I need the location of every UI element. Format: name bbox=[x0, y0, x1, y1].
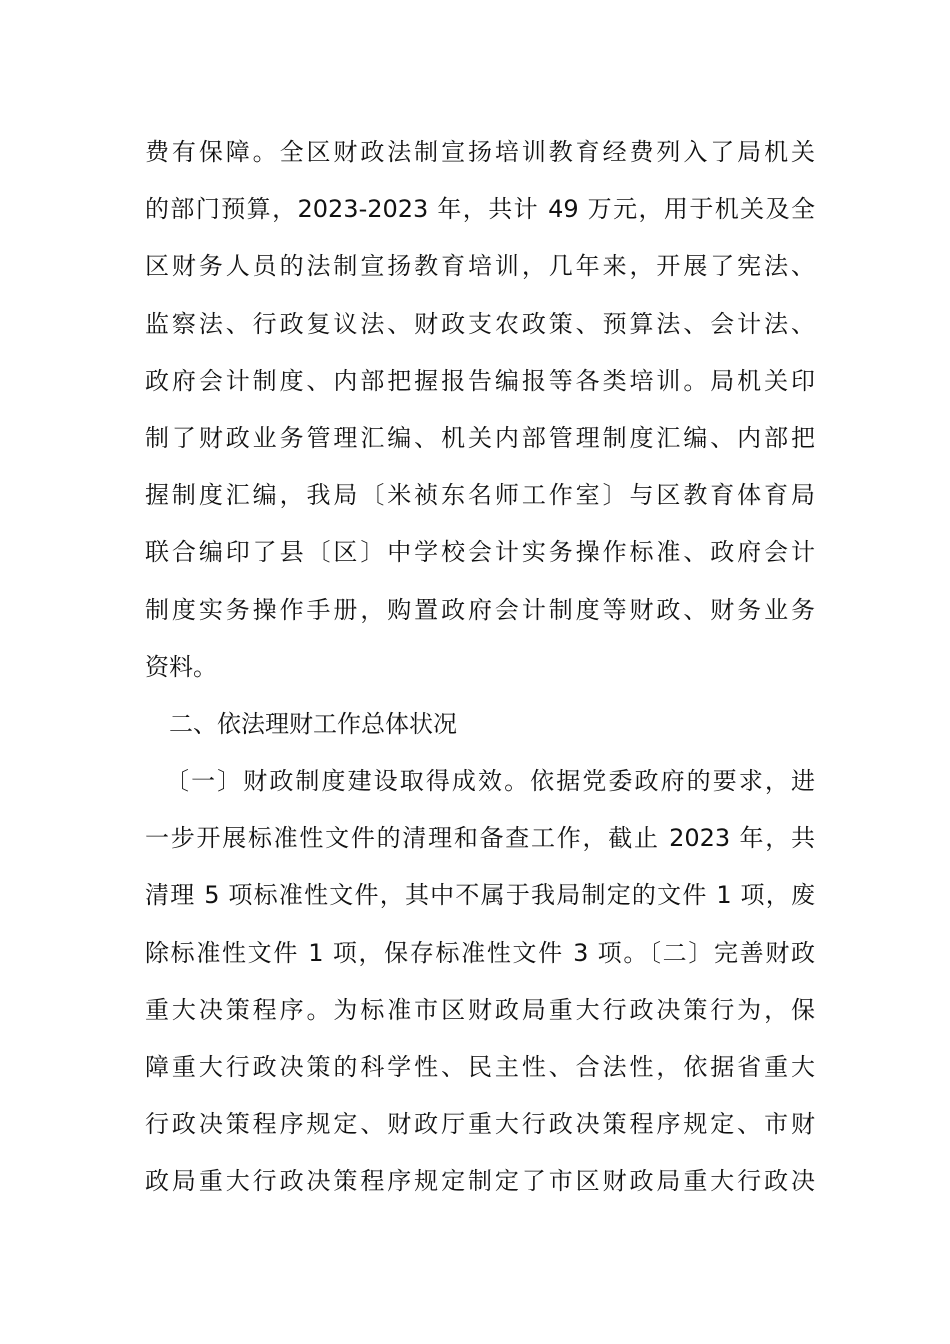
text-line: 制度实务操作手册，购置政府会计制度等财政、财务业务 bbox=[145, 595, 815, 624]
text-line: 区财务人员的法制宣扬教育培训，几年来，开展了宪法、 bbox=[145, 252, 815, 281]
text-line: 〔一〕财政制度建设取得成效。依据党委政府的要求，进 bbox=[165, 767, 815, 796]
document-body bbox=[145, 128, 815, 1215]
text-line: 监察法、行政复议法、财政支农政策、预算法、会计法、 bbox=[145, 309, 815, 338]
section-heading: 二、依法理财工作总体状况 bbox=[169, 709, 457, 738]
text-line: 清理 5 项标准性文件，其中不属于我局制定的文件 1 项，废 bbox=[145, 881, 815, 910]
text-line: 联合编印了县〔区〕中学校会计实务操作标准、政府会计 bbox=[145, 538, 815, 567]
text-line: 重大决策程序。为标准市区财政局重大行政决策行为，保 bbox=[145, 995, 815, 1024]
text-line: 行政决策程序规定、财政厅重大行政决策程序规定、市财 bbox=[145, 1110, 815, 1139]
text-line: 制了财政业务管理汇编、机关内部管理制度汇编、内部把 bbox=[145, 423, 815, 452]
text-line: 的部门预算，2023-2023 年，共计 49 万元，用于机关及全 bbox=[145, 195, 815, 224]
text-line: 政府会计制度、内部把握报告编报等各类培训。局机关印 bbox=[145, 366, 815, 395]
text-line: 费有保障。全区财政法制宣扬培训教育经费列入了局机关 bbox=[145, 138, 815, 166]
text-line: 障重大行政决策的科学性、民主性、合法性，依据省重大 bbox=[145, 1053, 815, 1081]
text-line: 政局重大行政决策程序规定制定了市区财政局重大行政决 bbox=[145, 1167, 815, 1196]
text-line: 握制度汇编，我局〔米祯东名师工作室〕与区教育体育局 bbox=[145, 481, 815, 510]
text-line: 一步开展标准性文件的清理和备查工作，截止 2023 年，共 bbox=[145, 824, 815, 853]
text-line: 除标准性文件 1 项，保存标准性文件 3 项。〔二〕完善财政 bbox=[145, 938, 815, 967]
text-line: 资料。 bbox=[145, 652, 217, 681]
